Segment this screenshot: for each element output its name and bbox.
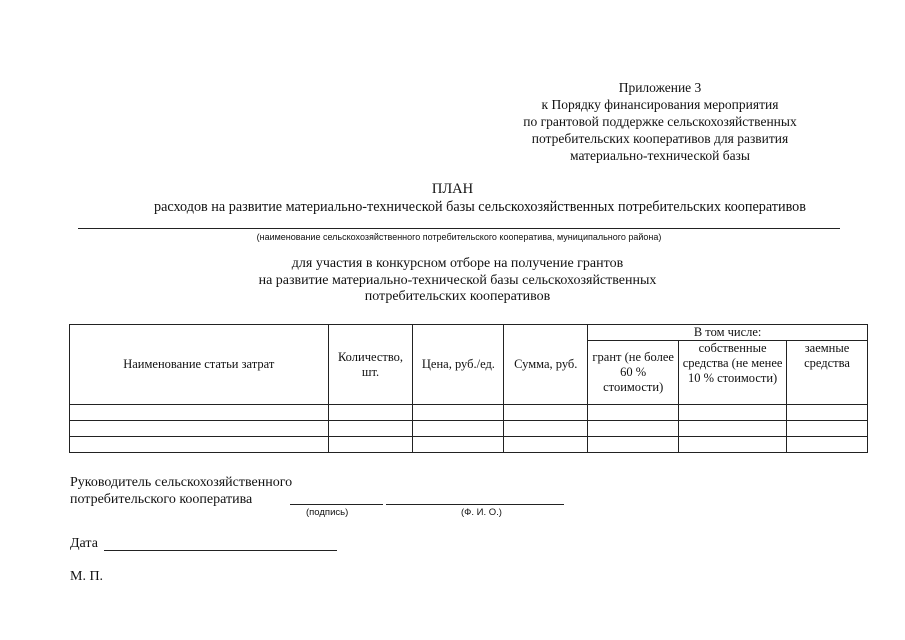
table-cell[interactable] — [679, 405, 787, 421]
date-line[interactable] — [104, 550, 337, 551]
table-cell[interactable] — [70, 437, 329, 453]
appendix-line: потребительских кооперативов для развития — [531, 131, 789, 146]
header-item-name: Наименование статьи затрат — [70, 325, 329, 405]
table-cell[interactable] — [588, 421, 679, 437]
plan-purpose — [0, 256, 905, 306]
plan-title: ПЛАН — [431, 181, 474, 197]
appendix-header — [460, 79, 860, 164]
header-grant: грант (не более 60 % стоимости) — [588, 341, 679, 405]
table-cell[interactable] — [504, 437, 588, 453]
appendix-line: по грантовой поддержке сельскохозяйственных — [523, 114, 797, 129]
appendix-line: Приложение 3 — [618, 80, 702, 95]
expense-table — [69, 324, 868, 453]
cooperative-name-caption: (наименование сельскохозяйственного потребительского кооператива, муниципального района) — [256, 232, 662, 242]
table-cell[interactable] — [413, 405, 504, 421]
date-label: Дата — [70, 536, 98, 551]
table-cell[interactable] — [328, 437, 413, 453]
table-cell[interactable] — [504, 405, 588, 421]
signature-caption: (подпись) — [306, 507, 349, 518]
header-loan-funds: заемные средства — [787, 341, 868, 405]
table-cell[interactable] — [787, 437, 868, 453]
table-cell[interactable] — [70, 421, 329, 437]
header-including: В том числе: — [588, 325, 868, 341]
header-sum: Сумма, руб. — [504, 325, 588, 405]
table-cell[interactable] — [328, 405, 413, 421]
table-row — [70, 437, 868, 453]
table-cell[interactable] — [787, 421, 868, 437]
appendix-line: материально-технической базы — [570, 148, 750, 163]
header-price: Цена, руб./ед. — [413, 325, 504, 405]
plan-subtitle: расходов на развитие материально-технической базы сельскохозяйственных потребительских кооперативов — [154, 199, 806, 215]
table-cell[interactable] — [504, 421, 588, 437]
table-cell[interactable] — [588, 405, 679, 421]
header-own-funds: собственные средства (не менее 10 % стоимости) — [679, 341, 787, 405]
header-quantity: Количество, шт. — [328, 325, 413, 405]
purpose-line: на развитие материально-технической базы сельскохозяйственных — [258, 272, 657, 288]
cooperative-name-line[interactable] — [78, 228, 840, 229]
table-cell[interactable] — [679, 421, 787, 437]
full-name-line[interactable] — [386, 504, 564, 505]
signer-line: Руководитель сельскохозяйственного — [70, 475, 293, 490]
table-cell[interactable] — [413, 421, 504, 437]
stamp-placeholder: М. П. — [70, 569, 104, 584]
purpose-line: для участия в конкурсном отборе на получение грантов — [291, 256, 624, 271]
purpose-line: потребительских кооперативов — [364, 289, 551, 304]
signature-line[interactable] — [290, 504, 383, 505]
appendix-line: к Порядку финансирования мероприятия — [541, 97, 779, 112]
table-cell[interactable] — [413, 437, 504, 453]
table-row — [70, 405, 868, 421]
signer-label — [70, 474, 292, 508]
table-cell[interactable] — [70, 405, 329, 421]
table-cell[interactable] — [787, 405, 868, 421]
table-cell[interactable] — [588, 437, 679, 453]
table-row — [70, 421, 868, 437]
signer-line: потребительского кооператива — [70, 492, 253, 507]
table-cell[interactable] — [328, 421, 413, 437]
table-cell[interactable] — [679, 437, 787, 453]
full-name-caption: (Ф. И. О.) — [461, 507, 502, 518]
